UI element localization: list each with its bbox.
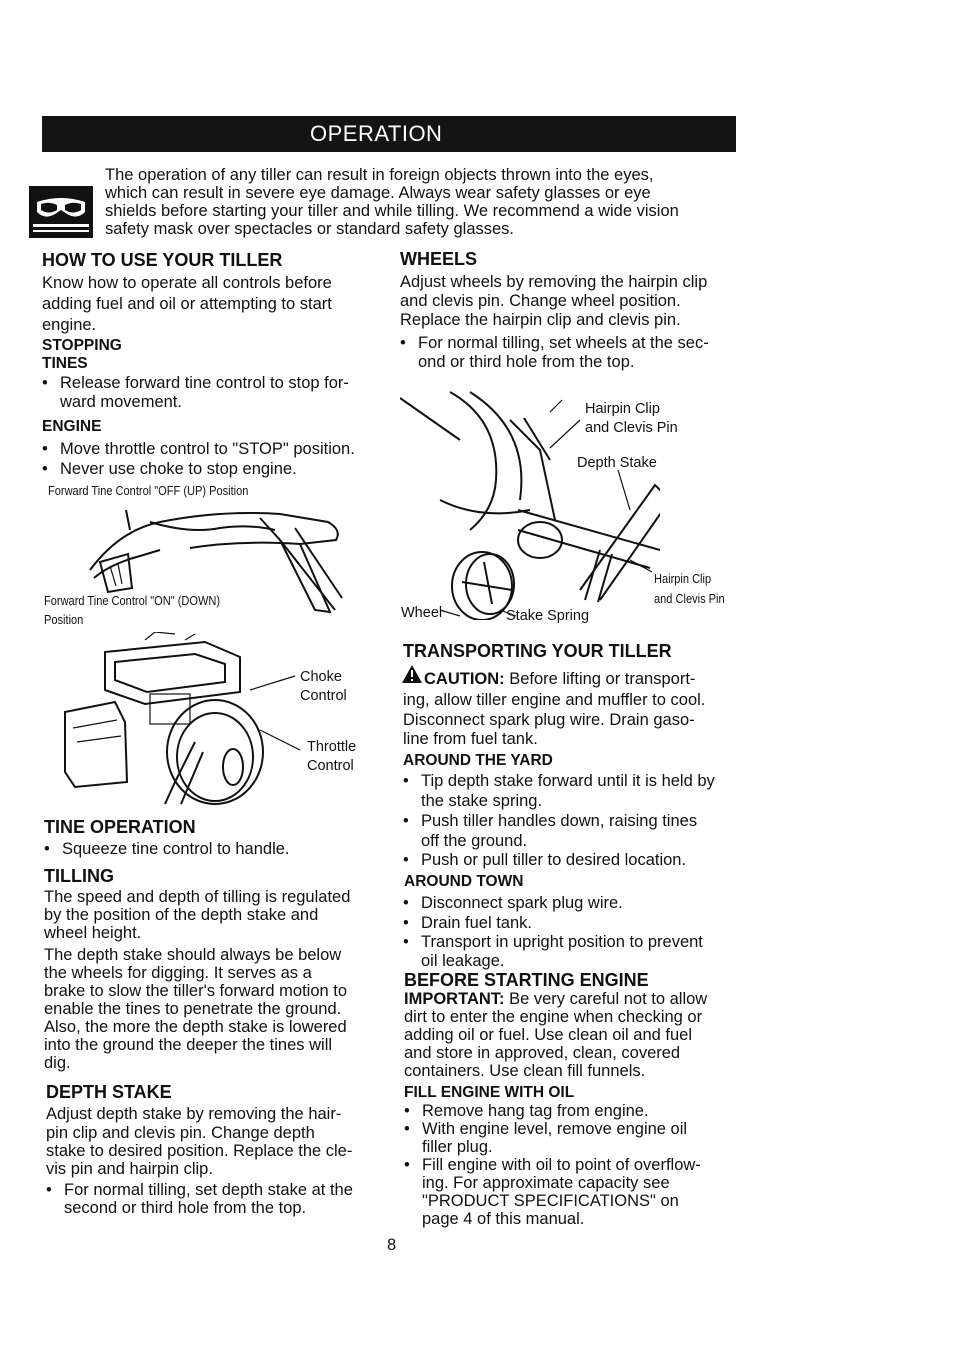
important-text: Be very careful not to allow	[504, 990, 708, 1008]
town-bullet-2: • Drain fuel tank.	[421, 914, 532, 933]
fill-oil-heading: FILL ENGINE WITH OIL	[404, 1084, 575, 1101]
yard-bullet-2a: • Push tiller handles down, raising tines	[421, 812, 697, 831]
wheels-heading: WHEELS	[400, 249, 478, 269]
tilling-p2-1: The depth stake should always be below	[44, 946, 342, 964]
depth-stake-line-2: pin clip and clevis pin. Change depth	[46, 1124, 315, 1142]
warning-line-3: shields before starting your tiller and while tilling. We recommend a wide vision	[105, 202, 679, 220]
warning-line-4: safety mask over spectacles or standard safety glasses.	[105, 220, 515, 238]
depth-stake-bullet-1: • For normal tilling, set depth stake at the	[64, 1181, 353, 1200]
tilling-p2-6: into the ground the deeper the tines will	[44, 1036, 333, 1054]
wheels-bullet-2: ond or third hole from the top.	[418, 353, 635, 371]
hairpin-bottom-label-2: and Clevis Pin	[654, 591, 725, 606]
tilling-p1-3: wheel height.	[44, 924, 142, 942]
oil-bullet-3c: "PRODUCT SPECIFICATIONS" on	[422, 1192, 679, 1210]
hairpin-bottom-label-1: Hairpin Clip	[654, 571, 712, 586]
tilling-heading: TILLING	[44, 866, 114, 886]
caution-triangle-icon	[402, 665, 422, 683]
tine-operation-bullet: • Squeeze tine control to handle.	[62, 840, 290, 859]
choke-label-1: Choke	[300, 669, 342, 685]
caution-line-3: Disconnect spark plug wire. Drain gaso-	[403, 711, 695, 729]
depth-stake-line-1: Adjust depth stake by removing the hair-	[46, 1105, 342, 1123]
stopping-bullet-1: • Release forward tine control to stop for-	[60, 374, 349, 393]
tilling-p2-4: enable the tines to penetrate the ground.	[44, 1000, 342, 1018]
wheels-bullet-1: • For normal tilling, set wheels at the sec-	[418, 334, 709, 353]
caution-text: Before lifting or transport-	[504, 670, 696, 688]
wheels-line-3: Replace the hairpin clip and clevis pin.	[400, 311, 681, 329]
tilling-p2-7: dig.	[44, 1054, 71, 1072]
throttle-label-2: Control	[307, 758, 354, 774]
oil-bullet-3b: ing. For approximate capacity see	[422, 1174, 670, 1192]
caution-line-2: ing, allow tiller engine and muffler to cool.	[403, 691, 706, 709]
tilling-p2-5: Also, the more the depth stake is lowered	[44, 1018, 347, 1036]
depth-stake-heading: DEPTH STAKE	[46, 1082, 172, 1102]
tilling-p2-3: brake to slow the tiller's forward motion to	[44, 982, 348, 1000]
caution-line-1	[424, 670, 695, 689]
important-label: IMPORTANT:	[404, 990, 505, 1008]
before-starting-heading: BEFORE STARTING ENGINE	[404, 970, 649, 990]
oil-bullet-3d: page 4 of this manual.	[422, 1210, 585, 1228]
section-title: OPERATION	[310, 121, 443, 146]
safety-glasses-icon	[29, 186, 93, 238]
handle-on-label-2: Position	[44, 612, 84, 627]
choke-label-2: Control	[300, 688, 347, 704]
wheels-line-2: and clevis pin. Change wheel position.	[400, 292, 681, 310]
important-line-1	[404, 990, 707, 1009]
yard-bullet-2b: off the ground.	[421, 832, 528, 850]
oil-bullet-2a: • With engine level, remove engine oil	[422, 1120, 687, 1139]
how-to-line-1: Know how to operate all controls before	[42, 274, 332, 292]
yard-bullet-3: • Push or pull tiller to desired location.	[421, 851, 686, 870]
town-bullet-3a: • Transport in upright position to prevent	[421, 933, 703, 952]
around-town-heading: AROUND TOWN	[404, 873, 524, 890]
hairpin-top-label-2: and Clevis Pin	[585, 420, 678, 436]
stopping-bullet-2: ward movement.	[60, 393, 182, 411]
how-to-line-3: engine.	[42, 316, 97, 334]
how-to-heading: HOW TO USE YOUR TILLER	[42, 250, 283, 270]
wheels-line-1: Adjust wheels by removing the hairpin clip	[400, 273, 708, 291]
engine-bullet-1: • Move throttle control to "STOP" position.	[60, 440, 355, 459]
warning-line-1: The operation of any tiller can result in foreign objects thrown into the eyes,	[105, 166, 654, 184]
around-yard-heading: AROUND THE YARD	[403, 752, 553, 769]
stake-spring-label: Stake Spring	[506, 608, 590, 624]
depth-stake-label: Depth Stake	[577, 455, 657, 471]
depth-stake-line-4: vis pin and hairpin clip.	[46, 1160, 213, 1178]
handle-off-label: Forward Tine Control "OFF (UP) Position	[48, 483, 249, 498]
wheel-label: Wheel	[401, 605, 443, 621]
important-line-2: dirt to enter the engine when checking or	[404, 1008, 703, 1026]
important-line-4: and store in approved, clean, covered	[404, 1044, 681, 1062]
engine-heading: ENGINE	[42, 418, 102, 435]
page-number: 8	[387, 1236, 397, 1254]
tine-operation-heading: TINE OPERATION	[44, 817, 196, 837]
oil-bullet-3a: • Fill engine with oil to point of overflow-	[422, 1156, 701, 1175]
throttle-label-1: Throttle	[307, 739, 357, 755]
yard-bullet-1a: • Tip depth stake forward until it is held by	[421, 772, 715, 791]
depth-stake-bullet-2: second or third hole from the top.	[64, 1199, 307, 1217]
warning-line-2: which can result in severe eye damage. Always wear safety glasses or eye	[105, 184, 651, 202]
engine-illustration	[55, 632, 305, 807]
stopping-heading-2: TINES	[42, 355, 88, 372]
caution-label: CAUTION:	[424, 670, 505, 688]
tilling-p2-2: the wheels for digging. It serves as a	[44, 964, 312, 982]
oil-bullet-2b: filler plug.	[422, 1138, 493, 1156]
oil-bullet-1: • Remove hang tag from engine.	[422, 1102, 649, 1121]
hairpin-top-label-1: Hairpin Clip	[585, 401, 660, 417]
yard-bullet-1b: the stake spring.	[421, 792, 543, 810]
tilling-p1-1: The speed and depth of tilling is regulated	[44, 888, 351, 906]
stopping-heading-1: STOPPING	[42, 337, 122, 354]
caution-line-4: line from fuel tank.	[403, 730, 538, 748]
section-banner	[42, 116, 736, 152]
handle-on-label-1: Forward Tine Control "ON" (DOWN)	[44, 593, 221, 608]
engine-bullet-2: • Never use choke to stop engine.	[60, 460, 297, 479]
town-bullet-1: • Disconnect spark plug wire.	[421, 894, 623, 913]
depth-stake-line-3: stake to desired position. Replace the cle-	[46, 1142, 353, 1160]
important-line-5: containers. Use clean fill funnels.	[404, 1062, 646, 1080]
important-line-3: adding oil or fuel. Use clean oil and fuel	[404, 1026, 693, 1044]
tilling-p1-2: by the position of the depth stake and	[44, 906, 319, 924]
town-bullet-3b: oil leakage.	[421, 952, 505, 970]
transporting-heading: TRANSPORTING YOUR TILLER	[403, 641, 672, 661]
how-to-line-2: adding fuel and oil or attempting to start	[42, 295, 332, 313]
